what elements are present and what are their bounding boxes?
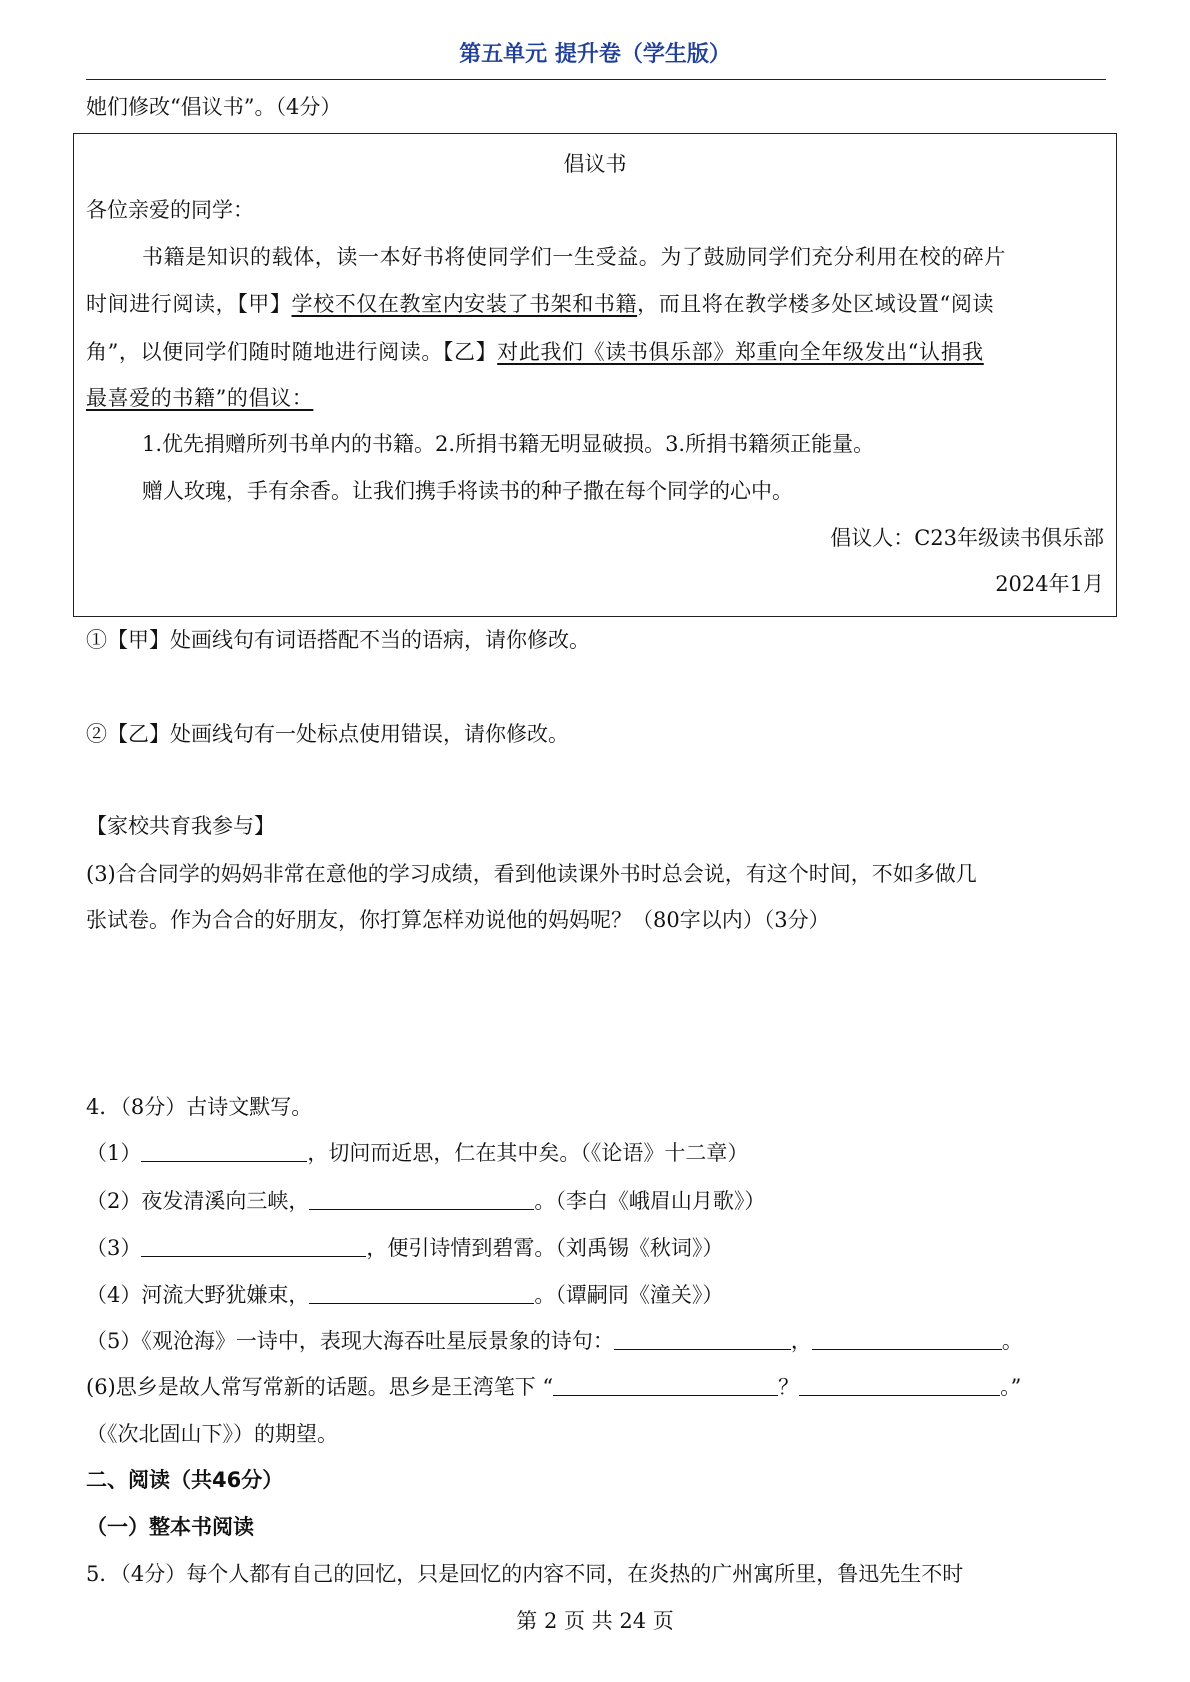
answer-blank[interactable] [799,1375,1000,1396]
question-jia: ①【甲】处画线句有词语搭配不当的语病，请你修改。 [86,628,590,652]
page-header-title: 第五单元 提升卷（学生版） [459,42,731,67]
text: 。” [1000,1375,1022,1399]
q4-item-3 [86,1235,723,1261]
section-2-1-heading: （一）整本书阅读 [86,1515,254,1539]
q4-item-6-cont: （《次北固山下》）的期望。 [86,1422,338,1446]
section-home-school: 【家校共育我参与】 [86,814,275,838]
answer-blank[interactable] [614,1329,791,1350]
q4-item-1 [86,1140,748,1166]
question-5: 5．（4分）每个人都有自己的回忆，只是回忆的内容不同，在炎热的广州寓所里，鲁迅先生不时 [86,1562,964,1586]
answer-blank[interactable] [309,1283,534,1304]
question-3-line: 张试卷。作为合合的好朋友，你打算怎样劝说他的妈妈呢？（80字以内）（3分） [86,908,830,932]
proposal-rules: 1.优先捐赠所列书单内的书籍。2.所捐书籍无明显破损。3.所捐书籍须正能量。 [142,432,875,456]
proposal-greeting: 各位亲爱的同学： [86,198,254,222]
underlined-sentence-yi: 对此我们《读书俱乐部》郑重向全年级发出“认捐我 [497,340,984,364]
q4-item-5 [86,1328,1023,1354]
underlined-sentence-yi-cont: 最喜爱的书籍”的倡议： [86,386,314,410]
text: 时间进行阅读，【甲】 [86,292,292,316]
text: 角”，以便同学们随时随地进行阅读。【乙】 [86,340,498,364]
answer-blank[interactable] [309,1189,534,1210]
proposal-closing: 赠人玫瑰，手有余香。让我们携手将读书的种子撒在每个同学的心中。 [142,479,793,503]
text: （5）《观沧海》一诗中，表现大海吞吐星辰景象的诗句： [86,1329,614,1353]
proposal-para-line [86,291,994,317]
proposal-date: 2024年1月 [995,572,1104,596]
text: ？ [778,1375,800,1399]
proposal-title: 倡议书 [563,152,627,176]
q4-item-6 [86,1374,1021,1400]
answer-blank[interactable] [553,1375,778,1396]
q4-item-2 [86,1188,765,1214]
text: ，便引诗情到碧霄。（刘禹锡《秋词》） [366,1236,724,1260]
underlined-sentence-jia: 学校不仅在教室内安装了书架和书籍 [291,292,638,316]
text: （4）河流大野犹嫌束， [86,1283,310,1307]
text: （2）夜发清溪向三峡， [86,1189,310,1213]
text: ，切问而近思，仁在其中矣。（《论语》十二章） [307,1141,749,1165]
text: 。 [1001,1329,1023,1353]
q4-item-4 [86,1282,723,1308]
proposal-signer: 倡议人：C23年级读书俱乐部 [830,526,1104,550]
answer-blank[interactable] [812,1329,1002,1350]
intro-text: 她们修改“倡议书”。（4分） [86,95,342,119]
text: 。（李白《峨眉山月歌》） [534,1189,766,1213]
text: (6)思乡是故人常写常新的话题。思乡是王湾笔下 “ [86,1375,554,1399]
proposal-para-line [86,339,984,365]
text: （1） [86,1141,142,1165]
answer-blank[interactable] [141,1236,366,1257]
header-rule [86,79,1106,80]
question-4-title: 4．（8分）古诗文默写。 [86,1095,313,1119]
proposal-para-line: 书籍是知识的载体，读一本好书将使同学们一生受益。为了鼓励同学们充分利用在校的碎片 [142,245,1006,269]
question-3-line: (3)合合同学的妈妈非常在意他的学习成绩，看到他读课外书时总会说，有这个时间，不如多做几 [86,862,977,886]
text: ， [790,1329,812,1353]
section-2-heading: 二、阅读（共46分） [86,1468,284,1492]
text: （3） [86,1236,142,1260]
text: 。（谭嗣同《潼关》） [534,1283,724,1307]
answer-blank[interactable] [141,1141,307,1162]
question-yi: ②【乙】处画线句有一处标点使用错误，请你修改。 [86,722,569,746]
page-footer: 第 2 页 共 24 页 [516,1609,674,1633]
text: ，而且将在教学楼多处区域设置“阅读 [637,292,995,316]
